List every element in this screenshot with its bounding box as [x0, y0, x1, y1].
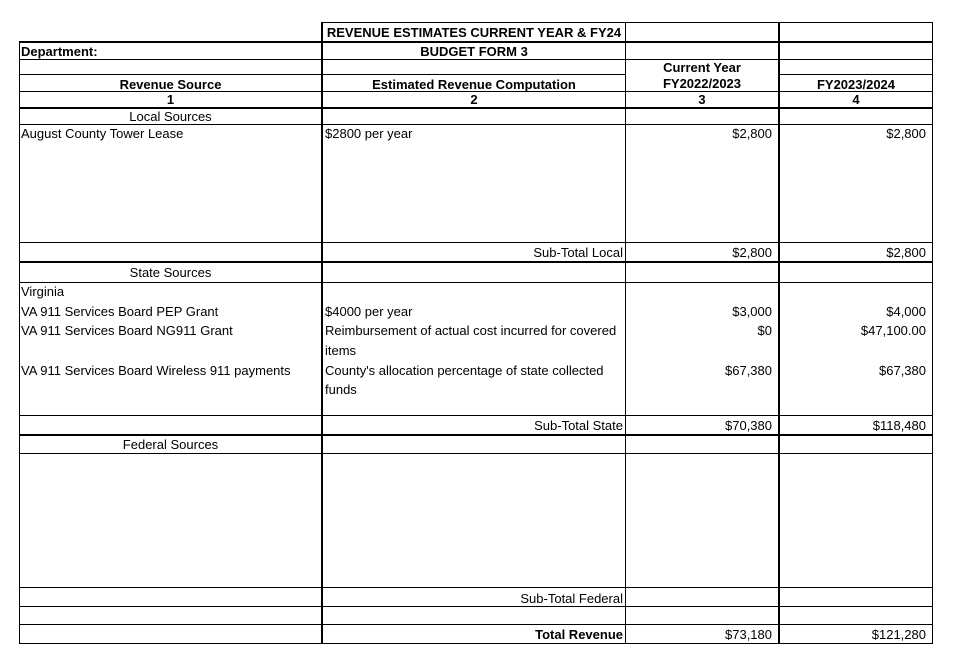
rule-title [19, 41, 933, 43]
total-revenue-label: Total Revenue [535, 627, 623, 642]
local-item-current: $2,800 [732, 126, 772, 141]
rule-federal-heading [19, 453, 933, 454]
state-item-computation: Reimbursement of actual cost incurred for covered [325, 323, 617, 338]
state-item-next: $67,380 [879, 363, 926, 378]
state-subtotal-next: $118,480 [872, 418, 926, 433]
computation-header: Estimated Revenue Computation [372, 77, 576, 92]
state-item-next: $47,100.00 [860, 323, 926, 338]
col-num-2: 2 [470, 92, 478, 107]
rule-header-left [19, 74, 626, 75]
col-num-4: 4 [852, 92, 860, 107]
revenue-source-header: Revenue Source [119, 77, 222, 92]
col-num-1: 1 [166, 92, 175, 107]
top-border [321, 22, 933, 23]
rule-local-subtotal [19, 261, 933, 263]
current-year-header: FY2022/2023 [662, 76, 742, 91]
next-year-header: FY2023/2024 [816, 77, 896, 92]
local-sources-heading: Local Sources [129, 109, 212, 124]
state-item-next: $4,000 [886, 304, 926, 319]
federal-subtotal-label: Sub-Total Federal [520, 591, 623, 606]
local-subtotal-label: Sub-Total Local [533, 245, 623, 260]
rule-federal-body [19, 587, 933, 588]
local-item-next: $2,800 [886, 126, 926, 141]
state-item-current: $3,000 [732, 304, 772, 319]
total-revenue-current: $73,180 [725, 627, 772, 642]
local-item-computation: $2800 per year [325, 126, 413, 141]
rule-spacer [19, 624, 933, 625]
state-item-name: VA 911 Services Board NG911 Grant [21, 323, 233, 338]
rule-federal-subtotal [19, 606, 933, 607]
local-subtotal-next: $2,800 [886, 245, 926, 260]
state-item-computation: $4000 per year [325, 304, 413, 319]
rule-state-body [19, 415, 933, 416]
state-item-current: $67,380 [725, 363, 772, 378]
state-subtotal-label: Sub-Total State [534, 418, 623, 433]
state-item-name: VA 911 Services Board Wireless 911 payments [21, 363, 291, 378]
total-revenue-next: $121,280 [871, 627, 926, 642]
federal-sources-heading: Federal Sources [122, 437, 219, 452]
rule-header-right [778, 74, 933, 75]
form-subtitle: BUDGET FORM 3 [420, 44, 528, 59]
state-subtotal-current: $70,380 [725, 418, 772, 433]
department-label: Department: [21, 44, 98, 59]
state-item-computation-cont: items [325, 343, 357, 358]
local-item-name: August County Tower Lease [21, 126, 184, 141]
state-sources-heading: State Sources [129, 265, 212, 280]
col2-left-border [321, 22, 323, 644]
bottom-border [19, 643, 933, 644]
rule-department [19, 59, 933, 60]
rule-state-heading [19, 282, 933, 283]
col-num-3: 3 [698, 92, 706, 107]
state-item-computation: County's allocation percentage of state collected [325, 363, 604, 378]
current-year-label: Current Year [663, 60, 741, 75]
local-subtotal-current: $2,800 [732, 245, 772, 260]
rule-local-body [19, 242, 933, 243]
rule-state-subtotal [19, 434, 933, 436]
rule-local-heading [19, 124, 933, 125]
state-group-label: Virginia [21, 284, 65, 299]
right-border [932, 22, 933, 644]
state-item-current: $0 [757, 323, 772, 338]
left-border [19, 41, 20, 644]
state-item-name: VA 911 Services Board PEP Grant [21, 304, 219, 319]
state-item-computation-cont: funds [325, 382, 357, 397]
form-title: REVENUE ESTIMATES CURRENT YEAR & FY24 [326, 25, 622, 40]
